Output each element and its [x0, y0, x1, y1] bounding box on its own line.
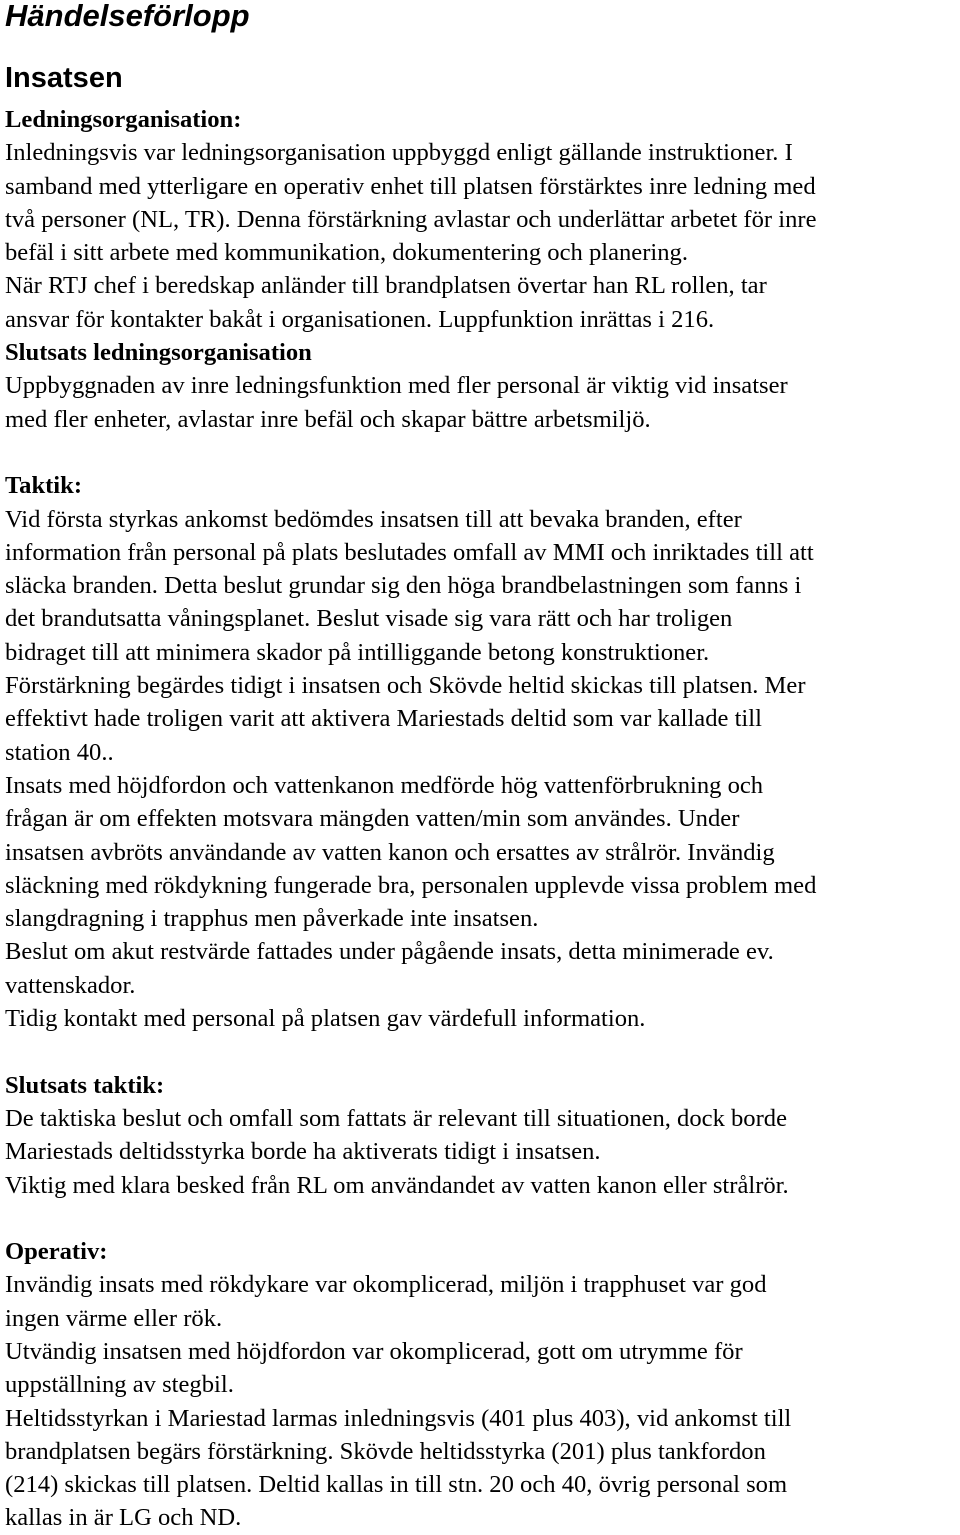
text-line: De taktiska beslut och omfall som fattats är relevant till situationen, dock borde: [5, 1104, 788, 1132]
text-line: släckning med rökdykning fungerade bra, personalen upplevde vissa problem med: [5, 871, 817, 899]
text-line: Heltidsstyrkan i Mariestad larmas inledningsvis (401 plus 403), vid ankomst till: [5, 1404, 792, 1432]
text-line: kallas in är LG och ND.: [5, 1504, 242, 1532]
text-line: Invändig insats med rökdykare var okomplicerad, miljön i trapphuset var god: [5, 1271, 767, 1299]
section-label: Operativ:: [5, 1238, 108, 1266]
text-line: Viktig med klara besked från RL om användandet av vatten kanon eller strålrör.: [5, 1171, 789, 1199]
document-heading: Händelseförlopp: [5, 0, 250, 33]
text-line: Insats med höjdfordon och vattenkanon medförde hög vattenförbrukning och: [5, 771, 764, 799]
text-line: med fler enheter, avlastar inre befäl och skapar bättre arbetsmiljö.: [5, 405, 651, 433]
section-label: Slutsats ledningsorganisation: [5, 339, 312, 367]
text-line: ansvar för kontakter bakåt i organisationen. Luppfunktion inrättas i 216.: [5, 305, 715, 333]
text-line: Utvändig insatsen med höjdfordon var okomplicerad, gott om utrymme för: [5, 1337, 743, 1365]
text-line: samband med ytterligare en operativ enhet till platsen förstärktes inre ledning med: [5, 172, 816, 200]
text-line: frågan är om effekten motsvara mängden vatten/min som användes. Under: [5, 805, 740, 833]
text-line: Förstärkning begärdes tidigt i insatsen och Skövde heltid skickas till platsen. Mer: [5, 672, 806, 700]
text-line: Beslut om akut restvärde fattades under pågående insats, detta minimerade ev.: [5, 938, 774, 966]
text-line: Mariestads deltidsstyrka borde ha aktiverats tidigt i insatsen.: [5, 1138, 601, 1166]
text-line: uppställning av stegbil.: [5, 1371, 234, 1399]
text-line: (214) skickas till platsen. Deltid kallas in till stn. 20 och 40, övrig personal som: [5, 1471, 788, 1499]
section-label: Taktik:: [5, 472, 83, 500]
document-body: [5, 103, 960, 1535]
text-line: station 40..: [5, 738, 114, 766]
text-line: befäl i sitt arbete med kommunikation, dokumentering och planering.: [5, 239, 688, 267]
section-heading: Insatsen: [5, 62, 123, 94]
text-line: slangdragning i trapphus men påverkade inte insatsen.: [5, 905, 539, 933]
text-line: två personer (NL, TR). Denna förstärkning avlastar och underlättar arbetet för inre: [5, 205, 817, 233]
text-line: information från personal på plats beslutades omfall av MMI och inriktades till att: [5, 538, 814, 566]
text-line: insatsen avbröts användande av vatten kanon och ersattes av strålrör. Invändig: [5, 838, 775, 866]
section-label: Slutsats taktik:: [5, 1071, 165, 1099]
text-line: När RTJ chef i beredskap anländer till brandplatsen övertar han RL rollen, tar: [5, 272, 767, 300]
text-line: ingen värme eller rök.: [5, 1304, 223, 1332]
text-line: brandplatsen begärs förstärkning. Skövde heltidsstyrka (201) plus tankfordon: [5, 1437, 766, 1465]
text-line: Inledningsvis var ledningsorganisation uppbyggd enligt gällande instruktioner. I: [5, 139, 793, 167]
text-line: bidraget till att minimera skador på intilliggande betong konstruktioner.: [5, 638, 710, 666]
blank-line: [5, 1202, 960, 1235]
text-line: vattenskador.: [5, 971, 136, 999]
text-line: effektivt hade troligen varit att aktivera Mariestads deltid som var kallade till: [5, 705, 762, 733]
text-line: det brandutsatta våningsplanet. Beslut visade sig vara rätt och har troligen: [5, 605, 733, 633]
text-line: Tidig kontakt med personal på platsen gav värdefull information.: [5, 1005, 646, 1033]
text-line: Uppbyggnaden av inre ledningsfunktion med fler personal är viktig vid insatser: [5, 372, 788, 400]
text-line: släcka branden. Detta beslut grundar sig den höga brandbelastningen som fanns i: [5, 572, 802, 600]
text-line: Vid första styrkas ankomst bedömdes insatsen till att bevaka branden, efter: [5, 505, 742, 533]
blank-line: [5, 1035, 960, 1068]
blank-line: [5, 436, 960, 469]
section-label: Ledningsorganisation:: [5, 106, 242, 133]
